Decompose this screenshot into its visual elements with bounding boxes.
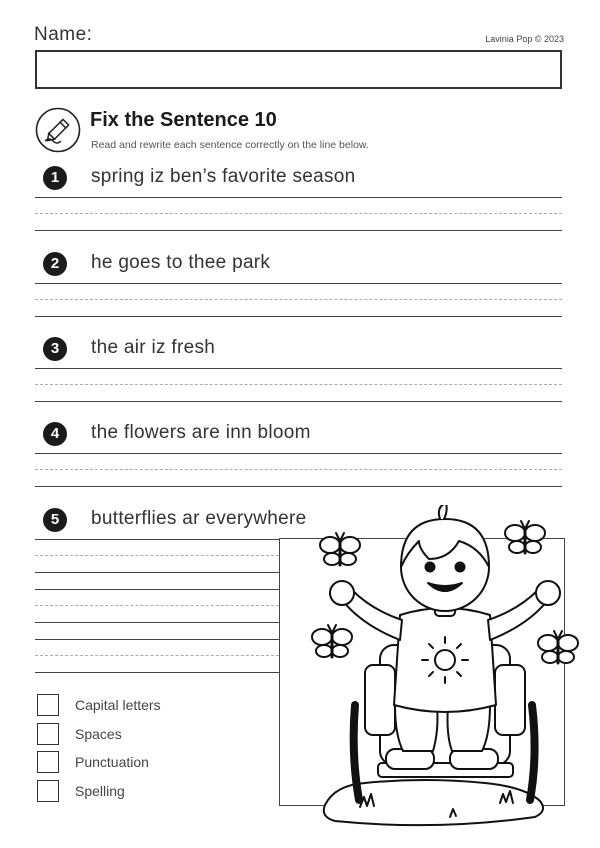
check-label-spaces: Spaces [75, 726, 122, 742]
check-label-spelling: Spelling [75, 783, 125, 799]
sentence-number-1: 1 [43, 166, 67, 190]
answer-mid-line-5 [35, 555, 279, 556]
copyright-text: Lavinia Pop © 2023 [485, 34, 564, 44]
answer-mid-line-5b [35, 605, 279, 606]
answer-mid-line-5c [35, 655, 279, 656]
name-input-box[interactable] [35, 50, 562, 89]
answer-base-line-5c[interactable] [35, 672, 279, 673]
sentence-text-1: spring iz ben’s favorite season [91, 166, 356, 187]
sentence-number-4: 4 [43, 422, 67, 446]
sentence-number-2: 2 [43, 252, 67, 276]
answer-base-line-3[interactable] [35, 401, 562, 402]
answer-top-line-5c [35, 639, 279, 640]
answer-base-line-5[interactable] [35, 572, 279, 573]
sentence-text-2: he goes to thee park [91, 252, 271, 273]
checkbox-punctuation[interactable] [37, 751, 59, 773]
sentence-number-5: 5 [43, 508, 67, 532]
answer-mid-line-2 [35, 299, 562, 300]
worksheet-title: Fix the Sentence 10 [90, 109, 277, 131]
pencil-circle-icon [35, 107, 81, 153]
sentence-number-3: 3 [43, 337, 67, 361]
sentence-text-5: butterflies ar everywhere [91, 508, 307, 529]
answer-top-line-1 [35, 197, 562, 198]
check-label-capital-letters: Capital letters [75, 697, 161, 713]
sentence-text-3: the air iz fresh [91, 337, 216, 358]
answer-top-line-5b [35, 589, 279, 590]
answer-top-line-5 [35, 539, 279, 540]
answer-mid-line-3 [35, 384, 562, 385]
check-label-punctuation: Punctuation [75, 754, 149, 770]
answer-base-line-5b[interactable] [35, 622, 279, 623]
answer-top-line-3 [35, 368, 562, 369]
checkbox-capital-letters[interactable] [37, 694, 59, 716]
checkbox-spaces[interactable] [37, 723, 59, 745]
answer-base-line-1[interactable] [35, 230, 562, 231]
answer-base-line-2[interactable] [35, 316, 562, 317]
sentence-text-4: the flowers are inn bloom [91, 422, 311, 443]
worksheet-subtitle: Read and rewrite each sentence correctly on the line below. [91, 139, 369, 151]
name-label: Name: [34, 24, 93, 45]
answer-top-line-2 [35, 283, 562, 284]
answer-mid-line-4 [35, 469, 562, 470]
answer-base-line-4[interactable] [35, 486, 562, 487]
answer-top-line-4 [35, 453, 562, 454]
answer-mid-line-1 [35, 213, 562, 214]
child-in-wheelchair-illustration [300, 505, 585, 830]
checkbox-spelling[interactable] [37, 780, 59, 802]
